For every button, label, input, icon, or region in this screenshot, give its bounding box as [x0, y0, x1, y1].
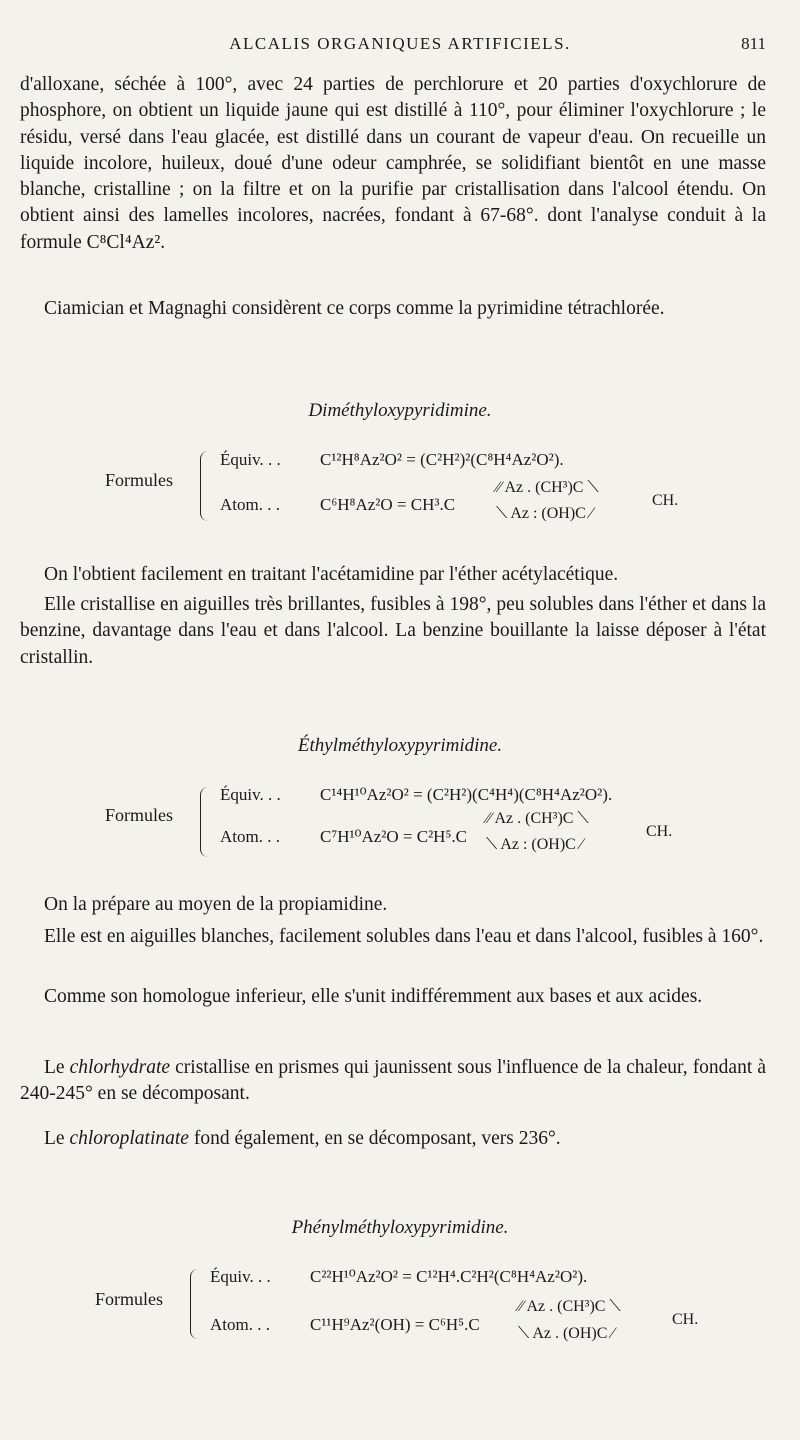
brace [200, 787, 211, 857]
paragraph-crystals-1: Elle cristallise en aiguilles très brillantes, fusibles à 198°, peu solubles dans l'éther et dans la benzine, davantage dans l'eau et dans l'alcool. La benzine bouillante la laisse déposer à l'état cristallin. [20, 594, 766, 668]
atom-formula: C⁷H¹⁰Az²O = C²H⁵.C [320, 827, 467, 846]
struct-top: ⁄⁄ Az . (CH³)C ⟍ [518, 1298, 621, 1315]
equiv-formula-row [220, 450, 564, 470]
formula-block-phenylmethyl [0, 1265, 800, 1345]
struct-end: CH. [646, 823, 673, 840]
paragraph-prefix: Le [44, 1128, 70, 1149]
term-chlorhydrate: chlorhydrate [69, 1057, 171, 1078]
running-head [0, 30, 800, 60]
section-title-dimethyl: Diméthyloxypyridimine. [308, 400, 492, 421]
paragraph-ciamician: Ciamician et Magnaghi considèrent ce corps comme la pyrimidine tétrachlorée. [44, 298, 665, 319]
equiv-formula: C²²H¹⁰Az²O² = C¹²H⁴.C²H²(C⁸H⁴Az²O²). [310, 1267, 588, 1286]
atom-kind: Atom. . . [220, 827, 280, 846]
brace [190, 1269, 201, 1339]
paragraph-prefix: Le [44, 1057, 70, 1078]
struct-end: CH. [672, 1311, 699, 1328]
struct-end: CH. [652, 492, 679, 509]
paragraph-alloxane: d'alloxane, séchée à 100°, avec 24 parties de perchlorure et 20 parties d'oxychlorure de phosphore, on obtient un liquide jaune qui est distillé à 110°, pour éliminer l'oxychlorure ; le résidu, versé dans l'eau glacée, est distillé dans un courant de vapeur d'eau. On recueille un liquide incolore, huileux, doué d'une odeur camphrée, se solidifiant bientôt en une masse blanche, cristalline ; on la filtre et on la purifie par cristallisation dans l'alcool étendu. On obtient ainsi des lamelles incolores, nacrées, fondant à 67-68°. dont l'analyse conduit à la formule C⁸Cl⁴Az². [20, 74, 766, 253]
section-title-phenylmethyl: Phénylméthyloxypyrimidine. [291, 1217, 509, 1238]
struct-bottom: ⟍ Az : (OH)C ⁄ [496, 505, 593, 522]
paragraph-preparation-1: On l'obtient facilement en traitant l'acétamidine par l'éther acétylacétique. [44, 564, 619, 585]
equiv-kind: Équiv. . . [220, 785, 281, 804]
formula-block-dimethyl [0, 445, 800, 525]
equiv-kind: Équiv. . . [210, 1267, 271, 1286]
section-title-ethylmethyl: Éthylméthyloxypyrimidine. [297, 735, 503, 756]
struct-top: ⁄⁄ Az . (CH³)C ⟍ [486, 810, 589, 827]
paragraph-rest: fond également, en se décomposant, vers 236°. [188, 1128, 561, 1149]
term-chloroplatinate: chloroplatinate [69, 1128, 189, 1149]
formulas-label: Formules [105, 805, 174, 825]
paragraph-preparation-2: On la prépare au moyen de la propiamidine. [44, 894, 388, 915]
atom-formula-row [220, 495, 455, 515]
equiv-formula-row [220, 785, 612, 805]
atom-formula-row [210, 1315, 480, 1335]
paragraph-crystals-2: Elle est en aiguilles blanches, facilement solubles dans l'eau et dans l'alcool, fusibles à 160°. [44, 926, 764, 947]
equiv-formula-row [210, 1267, 587, 1287]
paragraph-chloroplatinate [20, 1126, 766, 1152]
atom-kind: Atom. . . [220, 495, 280, 514]
equiv-formula: C¹²H⁸Az²O² = (C²H²)²(C⁸H⁴Az²O²). [320, 450, 564, 469]
struct-bottom: ⟍ Az . (OH)C ⁄ [518, 1325, 615, 1342]
paragraph-chlorhydrate [20, 1055, 766, 1108]
struct-bottom: ⟍ Az : (OH)C ⁄ [486, 836, 583, 853]
equiv-formula: C¹⁴H¹⁰Az²O² = (C²H²)(C⁴H⁴)(C⁸H⁴Az²O²). [320, 785, 613, 804]
page-number: 811 [741, 34, 766, 53]
atom-formula-row [220, 827, 467, 847]
paragraph-rest: cristallise en prismes qui jaunissent sous l'influence de la chaleur, fondant à 240-245° en se décomposant. [20, 1057, 766, 1105]
struct-top: ⁄⁄ Az . (CH³)C ⟍ [496, 479, 599, 496]
brace [200, 451, 211, 521]
formulas-label: Formules [95, 1289, 164, 1309]
equiv-kind: Équiv. . . [220, 450, 281, 469]
running-title: ALCALIS ORGANIQUES ARTIFICIELS. [229, 34, 571, 53]
atom-kind: Atom. . . [210, 1315, 270, 1334]
atom-formula: C¹¹H⁹Az²(OH) = C⁶H⁵.C [310, 1315, 480, 1334]
atom-formula: C⁶H⁸Az²O = CH³.C [320, 495, 456, 514]
paragraph-homologue: Comme son homologue inferieur, elle s'unit indifféremment aux bases et aux acides. [44, 986, 703, 1007]
formula-block-ethylmethyl [0, 783, 800, 863]
formulas-label: Formules [105, 470, 174, 490]
